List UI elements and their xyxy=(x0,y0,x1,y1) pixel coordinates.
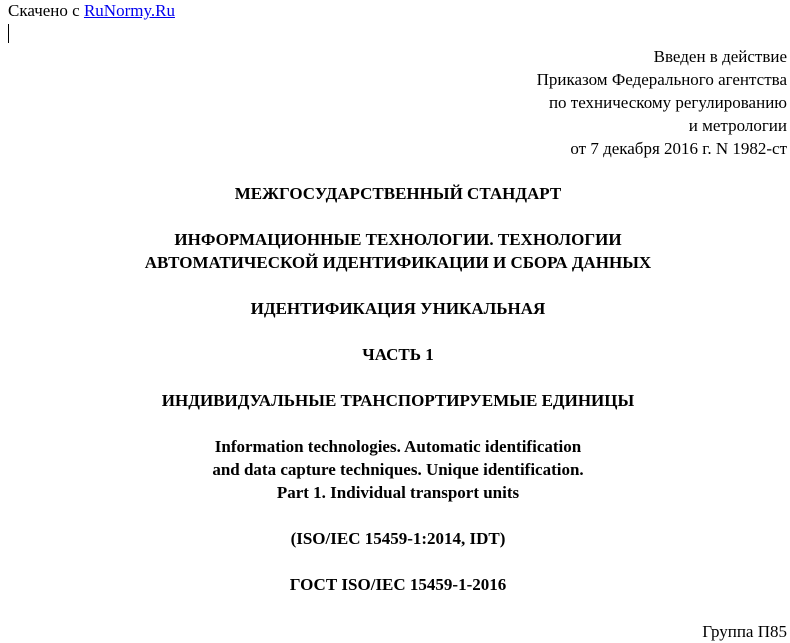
classification-group: Группа П85 xyxy=(702,622,787,641)
enactment-line: по техническому регулированию xyxy=(548,93,787,112)
english-title-line-3: Part 1. Individual transport units xyxy=(276,483,520,502)
english-title-line-1: Information technologies. Automatic identification xyxy=(214,437,582,456)
gost-designation: ГОСТ ISO/IEC 15459-1-2016 xyxy=(289,575,507,594)
source-line xyxy=(8,1,175,21)
title-line-2: АВТОМАТИЧЕСКОЙ ИДЕНТИФИКАЦИИ И СБОРА ДАННЫХ xyxy=(144,253,652,272)
standard-kind: МЕЖГОСУДАРСТВЕННЫЙ СТАНДАРТ xyxy=(234,184,562,203)
enactment-line: Введен в действие xyxy=(653,47,787,66)
text-cursor xyxy=(8,24,9,43)
part-title: ИНДИВИДУАЛЬНЫЕ ТРАНСПОРТИРУЕМЫЕ ЕДИНИЦЫ xyxy=(161,391,635,410)
runormy-link[interactable]: RuNormy.Ru xyxy=(83,1,175,20)
source-prefix: Скачено с xyxy=(8,1,84,20)
standard-subtitle: ИДЕНТИФИКАЦИЯ УНИКАЛЬНАЯ xyxy=(250,299,546,318)
enactment-line: от 7 декабря 2016 г. N 1982-ст xyxy=(570,139,787,158)
iso-reference: (ISO/IEC 15459-1:2014, IDT) xyxy=(290,529,506,548)
enactment-block xyxy=(537,45,787,160)
title-line-1: ИНФОРМАЦИОННЫЕ ТЕХНОЛОГИИ. ТЕХНОЛОГИИ xyxy=(174,230,622,249)
enactment-line: Приказом Федерального агентства xyxy=(536,70,787,89)
part-number: ЧАСТЬ 1 xyxy=(362,345,434,364)
enactment-line: и метрологии xyxy=(688,116,787,135)
english-title-line-2: and data capture techniques. Unique identification. xyxy=(212,460,584,479)
